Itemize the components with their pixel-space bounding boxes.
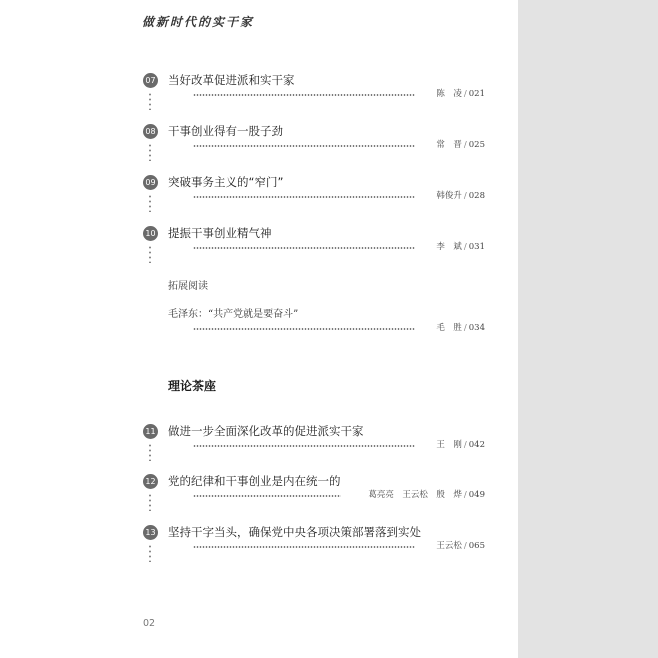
entry-author: 陈 凌 [436, 89, 462, 99]
entry-page: 025 [468, 140, 485, 150]
entry-author-page [368, 488, 485, 500]
entry-number-badge: 12 [143, 474, 158, 489]
entry-title: 提振干事创业精气神 [168, 226, 272, 240]
entry-author: 王 刚 [436, 440, 462, 450]
entry-page: 034 [468, 323, 485, 333]
page-separator: / [463, 140, 467, 150]
entry-title: 当好改革促进派和实干家 [168, 73, 295, 87]
entry-number-badge: 11 [143, 424, 158, 439]
section-title: 理论茶座 [168, 379, 217, 393]
entry-number-badge: 09 [143, 175, 158, 190]
entry-title: 做进一步全面深化改革的促进派实干家 [168, 424, 364, 438]
dotted-connector [149, 143, 151, 161]
dot-leader [193, 445, 415, 447]
dotted-connector [149, 194, 151, 212]
entry-page: 065 [468, 541, 485, 551]
dotted-connector [149, 92, 151, 110]
page-separator: / [463, 541, 467, 551]
entry-author: 王云松 [436, 541, 462, 551]
entry-author: 毛 胜 [436, 323, 462, 333]
dot-leader [193, 546, 415, 548]
entry-page: 021 [468, 89, 485, 99]
dot-leader [193, 495, 341, 497]
entry-author-page [436, 87, 485, 99]
page-separator: / [463, 440, 467, 450]
entry-title: 突破事务主义的“窄门” [168, 175, 284, 189]
entry-page: 028 [468, 191, 485, 201]
entry-title: 党的纪律和干事创业是内在统一的 [168, 474, 341, 488]
running-head: 做新时代的实干家 [142, 15, 255, 29]
entry-author-page [436, 438, 485, 450]
entry-title: 坚持干字当头，确保党中央各项决策部署落到实处 [168, 525, 421, 539]
entry-number-badge: 08 [143, 124, 158, 139]
dot-leader [193, 94, 415, 96]
entry-author: 常 晋 [436, 140, 462, 150]
dot-leader [193, 328, 415, 330]
dotted-connector [149, 443, 151, 461]
entry-author-page [436, 539, 485, 551]
entry-number-badge: 07 [143, 73, 158, 88]
extended-reading-title[interactable]: 毛泽东：“共产党就是要奋斗” [168, 309, 299, 320]
entry-author-page [436, 138, 485, 150]
dotted-connector [149, 544, 151, 562]
entry-number-badge: 10 [143, 226, 158, 241]
entry-title: 干事创业得有一股子劲 [168, 124, 283, 138]
dotted-connector [149, 245, 151, 263]
page-number: 02 [143, 618, 156, 629]
entry-page: 042 [468, 440, 485, 450]
dotted-connector [149, 493, 151, 511]
page-separator: / [463, 323, 467, 333]
entry-author: 李 斌 [436, 242, 462, 252]
gray-margin-panel [518, 0, 658, 658]
page-separator: / [463, 490, 467, 500]
entry-author: 葛亮亮 王云松 殷 烨 [368, 490, 462, 500]
extended-reading-label: 拓展阅读 [168, 281, 208, 292]
page-separator: / [463, 191, 467, 201]
page-separator: / [463, 89, 467, 99]
entry-number-badge: 13 [143, 525, 158, 540]
entry-page: 031 [468, 242, 485, 252]
entry-author-page [436, 240, 485, 252]
entry-author-page [436, 321, 485, 333]
entry-author-page [436, 189, 485, 201]
entry-page: 049 [468, 490, 485, 500]
dot-leader [193, 145, 415, 147]
page-separator: / [463, 242, 467, 252]
entry-author: 韩俊升 [436, 191, 462, 201]
dot-leader [193, 196, 415, 198]
dot-leader [193, 247, 415, 249]
